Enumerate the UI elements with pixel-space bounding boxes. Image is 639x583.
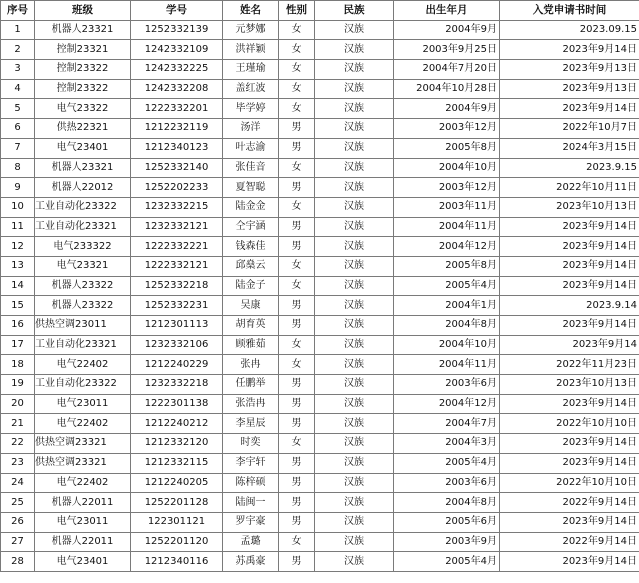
cell-index: 22 — [1, 434, 35, 454]
cell-application-date: 2022年9月14日 — [500, 493, 639, 513]
cell-ethnicity: 汉族 — [315, 453, 394, 473]
cell-application-date: 2023年9月14日 — [500, 217, 639, 237]
table-row — [1, 217, 639, 237]
cell-name: 盖红波 — [223, 79, 279, 99]
cell-student-id: 1212301113 — [131, 316, 223, 336]
cell-student-id: 1252332231 — [131, 296, 223, 316]
table-row — [1, 296, 639, 316]
cell-student-id: 1212232119 — [131, 119, 223, 139]
table-row — [1, 434, 639, 454]
cell-student-id: 1252332218 — [131, 276, 223, 296]
cell-index: 17 — [1, 335, 35, 355]
cell-student-id: 122301121 — [131, 512, 223, 532]
cell-student-id: 1212240212 — [131, 414, 223, 434]
cell-application-date: 2023年10月13日 — [500, 197, 639, 217]
cell-class: 电气23321 — [35, 256, 131, 276]
cell-ethnicity: 汉族 — [315, 79, 394, 99]
cell-ethnicity: 汉族 — [315, 473, 394, 493]
table-row — [1, 375, 639, 395]
cell-class: 机器人23321 — [35, 158, 131, 178]
cell-name: 毕学婷 — [223, 99, 279, 119]
cell-ethnicity: 汉族 — [315, 217, 394, 237]
cell-ethnicity: 汉族 — [315, 158, 394, 178]
cell-ethnicity: 汉族 — [315, 276, 394, 296]
cell-birth: 2003年9月25日 — [394, 40, 500, 60]
cell-ethnicity: 汉族 — [315, 60, 394, 80]
cell-birth: 2004年10月28日 — [394, 79, 500, 99]
cell-class: 机器人22011 — [35, 532, 131, 552]
cell-birth: 2004年1月 — [394, 296, 500, 316]
table-row — [1, 20, 639, 40]
cell-class: 机器人23322 — [35, 296, 131, 316]
cell-ethnicity: 汉族 — [315, 434, 394, 454]
cell-gender: 女 — [279, 20, 315, 40]
cell-class: 控制23321 — [35, 40, 131, 60]
cell-class: 工业自动化23321 — [35, 217, 131, 237]
cell-student-id: 1212332120 — [131, 434, 223, 454]
cell-gender: 男 — [279, 178, 315, 198]
cell-birth: 2005年8月 — [394, 138, 500, 158]
cell-name: 李星辰 — [223, 414, 279, 434]
cell-student-id: 1252201128 — [131, 493, 223, 513]
cell-application-date: 2023年9月14日 — [500, 316, 639, 336]
cell-class: 供热22321 — [35, 119, 131, 139]
cell-application-date: 2023年9月14日 — [500, 552, 639, 572]
cell-name: 孟璐 — [223, 532, 279, 552]
cell-index: 19 — [1, 375, 35, 395]
cell-application-date: 2022年10月11日 — [500, 178, 639, 198]
cell-application-date: 2023年9月14日 — [500, 40, 639, 60]
table-row — [1, 355, 639, 375]
cell-student-id: 1242332109 — [131, 40, 223, 60]
cell-name: 夏智聪 — [223, 178, 279, 198]
cell-birth: 2003年12月 — [394, 178, 500, 198]
cell-student-id: 1232332106 — [131, 335, 223, 355]
cell-name: 张佳音 — [223, 158, 279, 178]
cell-class: 机器人23321 — [35, 20, 131, 40]
cell-class: 供热空调23321 — [35, 453, 131, 473]
cell-student-id: 1232332215 — [131, 197, 223, 217]
cell-birth: 2004年7月20日 — [394, 60, 500, 80]
cell-student-id: 1252332140 — [131, 158, 223, 178]
table-row — [1, 532, 639, 552]
cell-class: 供热空调23321 — [35, 434, 131, 454]
cell-application-date: 2023年9月14 — [500, 335, 639, 355]
header-application-date: 入党申请书时间 — [500, 1, 639, 21]
cell-ethnicity: 汉族 — [315, 178, 394, 198]
table-row — [1, 335, 639, 355]
cell-application-date: 2023年9月14日 — [500, 256, 639, 276]
cell-index: 9 — [1, 178, 35, 198]
cell-birth: 2004年9月 — [394, 20, 500, 40]
header-class: 班级 — [35, 1, 131, 21]
cell-application-date: 2023年9月13日 — [500, 60, 639, 80]
cell-name: 邱燊云 — [223, 256, 279, 276]
cell-birth: 2003年9月 — [394, 532, 500, 552]
cell-index: 10 — [1, 197, 35, 217]
cell-application-date: 2023.9.14 — [500, 296, 639, 316]
cell-ethnicity: 汉族 — [315, 237, 394, 257]
cell-application-date: 2023年9月14日 — [500, 99, 639, 119]
cell-index: 23 — [1, 453, 35, 473]
cell-birth: 2004年11月 — [394, 355, 500, 375]
header-student-id: 学号 — [131, 1, 223, 21]
cell-birth: 2004年8月 — [394, 316, 500, 336]
cell-application-date: 2023.9.15 — [500, 158, 639, 178]
table-row — [1, 394, 639, 414]
cell-gender: 女 — [279, 197, 315, 217]
cell-gender: 男 — [279, 414, 315, 434]
cell-index: 18 — [1, 355, 35, 375]
cell-student-id: 1212340123 — [131, 138, 223, 158]
cell-index: 11 — [1, 217, 35, 237]
cell-class: 电气23401 — [35, 138, 131, 158]
header-gender: 性别 — [279, 1, 315, 21]
header-index: 序号 — [1, 1, 35, 21]
cell-birth: 2005年4月 — [394, 276, 500, 296]
cell-index: 5 — [1, 99, 35, 119]
cell-student-id: 1222301138 — [131, 394, 223, 414]
cell-class: 电气23011 — [35, 512, 131, 532]
table-row — [1, 197, 639, 217]
cell-birth: 2005年8月 — [394, 256, 500, 276]
cell-gender: 女 — [279, 276, 315, 296]
cell-gender: 男 — [279, 552, 315, 572]
cell-ethnicity: 汉族 — [315, 256, 394, 276]
table-row — [1, 79, 639, 99]
cell-student-id: 1212332115 — [131, 453, 223, 473]
cell-name: 叶志渝 — [223, 138, 279, 158]
cell-name: 苏禹豪 — [223, 552, 279, 572]
cell-ethnicity: 汉族 — [315, 40, 394, 60]
header-name: 姓名 — [223, 1, 279, 21]
cell-class: 工业自动化23321 — [35, 335, 131, 355]
cell-student-id: 1232332121 — [131, 217, 223, 237]
cell-gender: 男 — [279, 512, 315, 532]
cell-class: 电气233322 — [35, 237, 131, 257]
cell-student-id: 1242332225 — [131, 60, 223, 80]
cell-name: 陆金金 — [223, 197, 279, 217]
cell-birth: 2004年9月 — [394, 99, 500, 119]
table-row — [1, 552, 639, 572]
cell-ethnicity: 汉族 — [315, 375, 394, 395]
cell-class: 控制23322 — [35, 60, 131, 80]
cell-ethnicity: 汉族 — [315, 512, 394, 532]
cell-gender: 女 — [279, 99, 315, 119]
cell-birth: 2004年10月 — [394, 335, 500, 355]
cell-ethnicity: 汉族 — [315, 493, 394, 513]
cell-name: 元梦娜 — [223, 20, 279, 40]
cell-ethnicity: 汉族 — [315, 414, 394, 434]
cell-ethnicity: 汉族 — [315, 138, 394, 158]
cell-gender: 女 — [279, 158, 315, 178]
cell-index: 25 — [1, 493, 35, 513]
cell-index: 12 — [1, 237, 35, 257]
cell-gender: 女 — [279, 355, 315, 375]
cell-gender: 男 — [279, 453, 315, 473]
cell-application-date: 2023年9月14日 — [500, 237, 639, 257]
cell-index: 20 — [1, 394, 35, 414]
table-row — [1, 276, 639, 296]
table-row — [1, 493, 639, 513]
cell-application-date: 2022年10月10日 — [500, 414, 639, 434]
cell-gender: 男 — [279, 138, 315, 158]
table-row — [1, 414, 639, 434]
cell-birth: 2004年3月 — [394, 434, 500, 454]
cell-student-id: 1252201120 — [131, 532, 223, 552]
cell-class: 电气23011 — [35, 394, 131, 414]
cell-gender: 男 — [279, 394, 315, 414]
cell-ethnicity: 汉族 — [315, 197, 394, 217]
cell-gender: 女 — [279, 60, 315, 80]
table-row — [1, 40, 639, 60]
cell-gender: 女 — [279, 532, 315, 552]
cell-class: 机器人22012 — [35, 178, 131, 198]
cell-class: 工业自动化23322 — [35, 197, 131, 217]
cell-name: 陈梓硕 — [223, 473, 279, 493]
cell-student-id: 1242332208 — [131, 79, 223, 99]
cell-application-date: 2023年10月13日 — [500, 375, 639, 395]
cell-application-date: 2023.09.15 — [500, 20, 639, 40]
cell-class: 控制23322 — [35, 79, 131, 99]
table-row — [1, 60, 639, 80]
table-row — [1, 138, 639, 158]
table-row — [1, 316, 639, 336]
cell-birth: 2005年4月 — [394, 552, 500, 572]
table-row — [1, 99, 639, 119]
cell-index: 3 — [1, 60, 35, 80]
cell-application-date: 2023年9月14日 — [500, 434, 639, 454]
cell-name: 顾雅茹 — [223, 335, 279, 355]
cell-application-date: 2022年10月10日 — [500, 473, 639, 493]
cell-student-id: 1252332139 — [131, 20, 223, 40]
cell-gender: 男 — [279, 493, 315, 513]
cell-index: 13 — [1, 256, 35, 276]
table-row — [1, 158, 639, 178]
cell-student-id: 1222332221 — [131, 237, 223, 257]
cell-birth: 2003年6月 — [394, 473, 500, 493]
cell-birth: 2005年6月 — [394, 512, 500, 532]
cell-gender: 女 — [279, 256, 315, 276]
cell-name: 吴康 — [223, 296, 279, 316]
cell-ethnicity: 汉族 — [315, 296, 394, 316]
cell-gender: 男 — [279, 296, 315, 316]
cell-name: 李宇轩 — [223, 453, 279, 473]
cell-index: 2 — [1, 40, 35, 60]
table-row — [1, 178, 639, 198]
cell-gender: 男 — [279, 119, 315, 139]
cell-class: 电气22402 — [35, 473, 131, 493]
cell-index: 15 — [1, 296, 35, 316]
cell-application-date: 2023年9月14日 — [500, 276, 639, 296]
cell-name: 仝宇涵 — [223, 217, 279, 237]
table-body — [1, 20, 639, 571]
cell-student-id: 1222332201 — [131, 99, 223, 119]
cell-student-id: 1232332218 — [131, 375, 223, 395]
cell-gender: 女 — [279, 335, 315, 355]
cell-name: 钱森佳 — [223, 237, 279, 257]
cell-class: 电气23322 — [35, 99, 131, 119]
cell-name: 时奕 — [223, 434, 279, 454]
cell-index: 4 — [1, 79, 35, 99]
cell-birth: 2004年11月 — [394, 217, 500, 237]
cell-gender: 男 — [279, 217, 315, 237]
cell-application-date: 2024年3月15日 — [500, 138, 639, 158]
cell-gender: 男 — [279, 375, 315, 395]
cell-class: 电气22402 — [35, 355, 131, 375]
cell-name: 王瑾瑜 — [223, 60, 279, 80]
cell-application-date: 2022年11月23日 — [500, 355, 639, 375]
cell-name: 张浩冉 — [223, 394, 279, 414]
cell-index: 7 — [1, 138, 35, 158]
cell-birth: 2004年10月 — [394, 158, 500, 178]
cell-gender: 女 — [279, 79, 315, 99]
cell-gender: 女 — [279, 434, 315, 454]
cell-ethnicity: 汉族 — [315, 532, 394, 552]
cell-ethnicity: 汉族 — [315, 552, 394, 572]
cell-name: 罗宇豪 — [223, 512, 279, 532]
cell-name: 任鹏举 — [223, 375, 279, 395]
cell-index: 16 — [1, 316, 35, 336]
cell-index: 27 — [1, 532, 35, 552]
cell-index: 1 — [1, 20, 35, 40]
cell-student-id: 1252202233 — [131, 178, 223, 198]
cell-student-id: 1212240205 — [131, 473, 223, 493]
cell-ethnicity: 汉族 — [315, 316, 394, 336]
cell-birth: 2004年12月 — [394, 394, 500, 414]
table-row — [1, 237, 639, 257]
cell-name: 胡育英 — [223, 316, 279, 336]
cell-ethnicity: 汉族 — [315, 335, 394, 355]
cell-application-date: 2022年9月14日 — [500, 532, 639, 552]
cell-birth: 2003年6月 — [394, 375, 500, 395]
cell-index: 26 — [1, 512, 35, 532]
cell-student-id: 1212340116 — [131, 552, 223, 572]
cell-application-date: 2023年9月14日 — [500, 512, 639, 532]
cell-gender: 男 — [279, 473, 315, 493]
cell-index: 8 — [1, 158, 35, 178]
cell-ethnicity: 汉族 — [315, 99, 394, 119]
cell-class: 机器人22011 — [35, 493, 131, 513]
cell-birth: 2003年12月 — [394, 119, 500, 139]
cell-birth: 2004年8月 — [394, 493, 500, 513]
cell-name: 张冉 — [223, 355, 279, 375]
cell-name: 陆闽一 — [223, 493, 279, 513]
table-row — [1, 256, 639, 276]
table-row — [1, 119, 639, 139]
cell-ethnicity: 汉族 — [315, 355, 394, 375]
cell-application-date: 2023年9月13日 — [500, 79, 639, 99]
cell-index: 6 — [1, 119, 35, 139]
table-row — [1, 512, 639, 532]
cell-gender: 女 — [279, 40, 315, 60]
cell-class: 电气23401 — [35, 552, 131, 572]
cell-student-id: 1222332121 — [131, 256, 223, 276]
cell-class: 供热空调23011 — [35, 316, 131, 336]
cell-application-date: 2023年9月14日 — [500, 394, 639, 414]
cell-class: 机器人23322 — [35, 276, 131, 296]
cell-ethnicity: 汉族 — [315, 119, 394, 139]
table-row — [1, 453, 639, 473]
cell-class: 电气22402 — [35, 414, 131, 434]
cell-index: 21 — [1, 414, 35, 434]
cell-student-id: 1212240229 — [131, 355, 223, 375]
cell-gender: 男 — [279, 237, 315, 257]
cell-index: 14 — [1, 276, 35, 296]
table-row — [1, 473, 639, 493]
cell-index: 28 — [1, 552, 35, 572]
cell-birth: 2003年11月 — [394, 197, 500, 217]
cell-application-date: 2022年10月7日 — [500, 119, 639, 139]
cell-class: 工业自动化23322 — [35, 375, 131, 395]
cell-index: 24 — [1, 473, 35, 493]
cell-birth: 2005年4月 — [394, 453, 500, 473]
cell-gender: 男 — [279, 316, 315, 336]
cell-ethnicity: 汉族 — [315, 394, 394, 414]
cell-application-date: 2023年9月14日 — [500, 453, 639, 473]
header-row — [1, 1, 639, 21]
cell-name: 洪祥颖 — [223, 40, 279, 60]
cell-birth: 2004年12月 — [394, 237, 500, 257]
cell-name: 陆金子 — [223, 276, 279, 296]
cell-ethnicity: 汉族 — [315, 20, 394, 40]
cell-birth: 2004年7月 — [394, 414, 500, 434]
header-ethnicity: 民族 — [315, 1, 394, 21]
cell-name: 汤洋 — [223, 119, 279, 139]
header-birth: 出生年月 — [394, 1, 500, 21]
